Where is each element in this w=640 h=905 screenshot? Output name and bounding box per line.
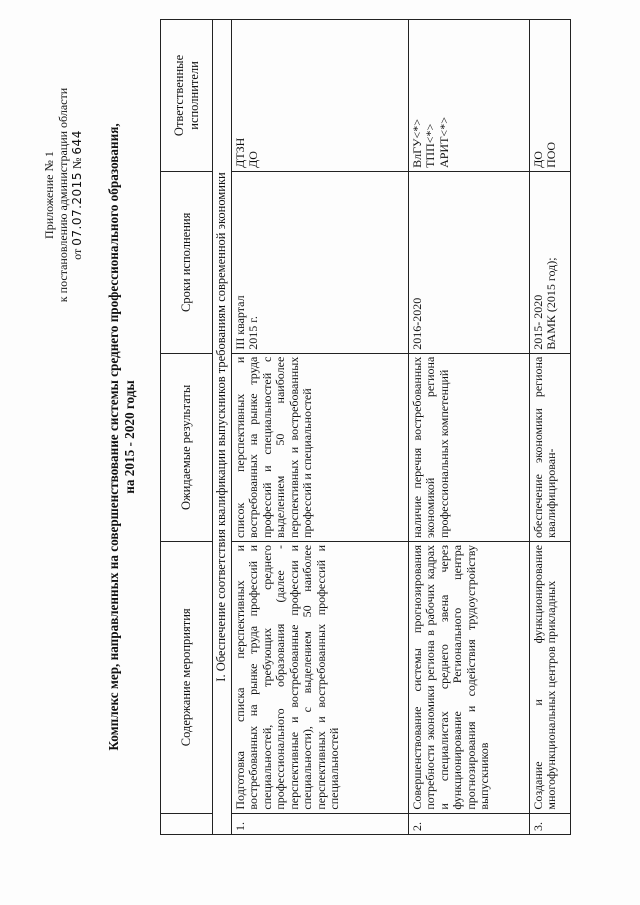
- title-line-2: на 2015 - 2020 годы: [122, 380, 137, 494]
- responsible-2: ДО: [246, 151, 260, 168]
- responsible-3: АРИТ<*>: [436, 117, 451, 168]
- row-term: [231, 171, 408, 353]
- appendix-prefix: от: [70, 248, 84, 260]
- row-term-line-1: 2015- 2020: [530, 294, 545, 350]
- appendix-line-2: к постановлению администрации области: [56, 87, 70, 303]
- table-row: [408, 20, 529, 835]
- table-row: [231, 20, 408, 835]
- responsible-2: ПОО: [544, 141, 558, 168]
- row-term: [408, 171, 529, 353]
- table-header-row: [161, 20, 213, 835]
- row-responsible: [529, 20, 570, 172]
- appendix-number-label: №: [70, 157, 84, 170]
- responsible-2: ТПП<*>: [423, 123, 437, 168]
- row-term: [529, 171, 570, 353]
- header-term: Сроки исполнения: [161, 171, 213, 353]
- row-responsible: [408, 20, 529, 172]
- appendix-date: 07.07.2015: [70, 172, 84, 246]
- header-result: Ожидаемые результаты: [161, 353, 213, 541]
- row-number: 1.: [231, 813, 408, 834]
- responsible-1: ДО: [530, 151, 545, 168]
- appendix-date-line: [70, 45, 84, 345]
- row-term-line-2: ВАМК (2015 год);: [544, 257, 558, 350]
- row-result: наличие перечня востребованных экономикой региона профессиональных компетенций: [408, 353, 529, 541]
- row-result: обеспечение экономики региона квалифицирован-: [529, 353, 570, 541]
- appendix-number: 644: [70, 130, 84, 155]
- responsible-1: ВлГУ<*>: [409, 118, 424, 168]
- title-line-1: Комплекс мер, направленных на совершенствование системы среднего профессионального образования,: [106, 123, 121, 751]
- appendix-stamp: [42, 45, 84, 345]
- row-term-text: 2016-2020: [409, 297, 424, 350]
- measures-table: [160, 19, 571, 835]
- row-responsible: [231, 20, 408, 172]
- appendix-line-1: Приложение № 1: [42, 151, 56, 239]
- row-content: Совершенствование системы прогнозирования потребности экономики региона в рабочих кадрах и специалистах среднего звена через функционирование Регионального центра прогнозирования и содействия трудоустройству выпускников: [408, 541, 529, 813]
- header-responsible: Ответственные исполнители: [161, 20, 213, 172]
- row-number: 2.: [408, 813, 529, 834]
- row-content: Создание и функционирование многофункциональных центров прикладных: [529, 541, 570, 813]
- responsible-1: ДТЗН: [232, 137, 247, 168]
- header-num-cell: [161, 813, 213, 834]
- row-result: список перспективных и востребованных на рынке труда профессий и специальностей с выделением 50 наиболее перспективных и востребованных профессий и специальностей: [231, 353, 408, 541]
- section-row: [213, 20, 232, 835]
- header-content: Содержание мероприятия: [161, 541, 213, 813]
- row-number: 3.: [529, 813, 570, 834]
- table-row: [529, 20, 570, 835]
- section-1-heading: I. Обеспечение соответствия квалификации выпускников требованиям современной экономики: [213, 20, 232, 835]
- row-term-text: III квартал 2015 г.: [232, 295, 260, 350]
- document-title: [106, 87, 138, 787]
- row-content: Подготовка списка перспективных и востребованных на рынке труда профессий и специальностей, требующих среднего профессионального образования (далее - перспективные и востребованные профессии и специальности), с выделением 50 наиболее перспективных и востребованных профессий и специальностей: [231, 541, 408, 813]
